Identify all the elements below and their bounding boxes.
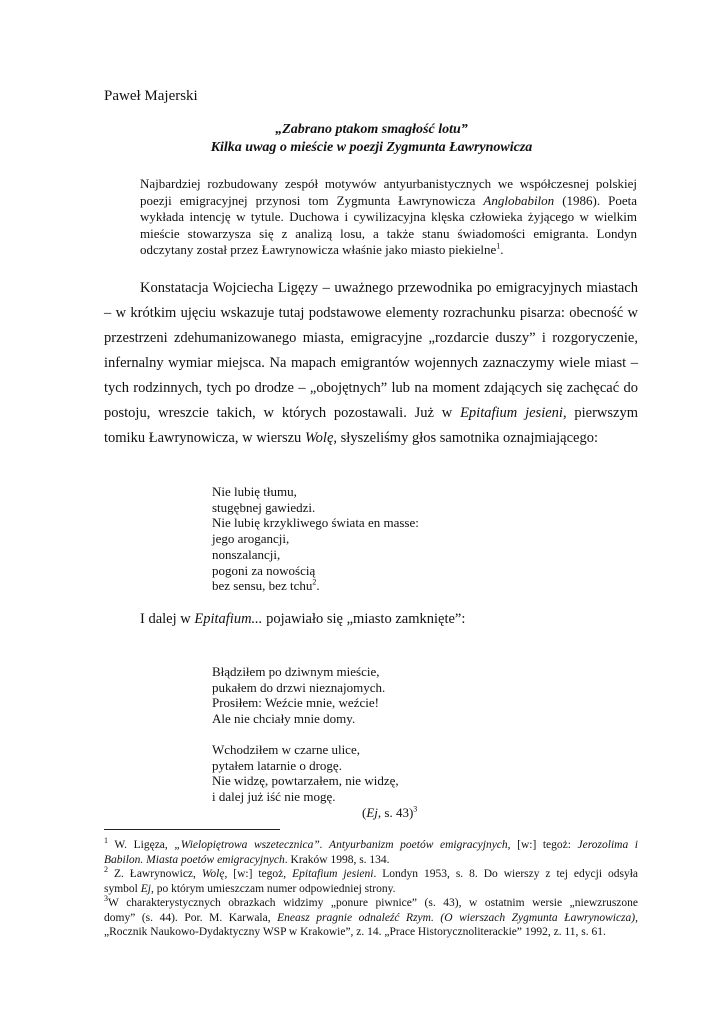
abstract <box>140 176 637 259</box>
poem-line: bez sensu, bez tchu$^2$. <box>212 577 320 594</box>
footnotes <box>104 838 638 940</box>
poem-quote-2 <box>212 664 417 820</box>
paragraph-line: I dalej w Epitafium... pojawiało się „miasto zamknięte”: <box>140 611 466 627</box>
abstract-line: wykłada intencję w tytule. Duchowa i cywilizacyjna klęska człowieka żyjącego w wielkim <box>140 209 637 224</box>
footnote-line: „Rocznik Naukowo-Dydaktyczny WSP w Krakowie”, z. 14. „Prace Historycznoliterackie” 1992, z. 11, s. 61. <box>104 926 606 938</box>
footnote-ref[interactable]: 3 <box>413 804 418 814</box>
abstract-line: mieście stowarzysza się z analizą losu, a także stanu świadomości emigranta. Londyn <box>140 225 637 241</box>
poem-line: pogoni za nowością <box>212 562 316 578</box>
footnote-1 <box>104 838 638 867</box>
poem-line: Nie lubię tłumu, <box>212 484 297 499</box>
paragraph-line: – w krótkim ujęciu wskazuje tutaj podstawowe elementy rozrachunku pisarza: obecność w <box>104 305 638 321</box>
poem-line: Błądziłem po dziwnym mieście, <box>212 664 380 679</box>
stanza-gap <box>212 727 417 742</box>
footnote-ref[interactable]: 1 <box>496 241 501 251</box>
title-line-1: „Zabrano ptakom smagłość lotu” <box>275 122 468 137</box>
poem-line: nonszalancji, <box>212 546 281 562</box>
poem-line: pytałem latarnie o drogę. <box>212 757 342 773</box>
poem-line: Nie widzę, powtarzałem, nie widzę, <box>212 773 399 789</box>
poem-citation: (Ej, s. 43)$^3$ <box>362 804 418 820</box>
paragraph-line: Konstatacja Wojciecha Ligęzy – uważnego przewodnika po emigracyjnych miastach <box>140 280 638 296</box>
abstract-line: poezji emigracyjnej przynosi tom Zygmunta Ławrynowicza Anglobabilon (1986). Poeta <box>140 192 637 208</box>
poem-line: Ale nie chciały mnie domy. <box>212 711 356 727</box>
paragraph-line: tomiku Ławrynowicza, w wierszu Wolę, słyszeliśmy głos samotnika oznajmiającego: <box>104 430 598 446</box>
footnote-line: $^3$W charakterystycznych obrazkach widzimy „ponure piwnice” (s. 43), w ostatnim wersie „niewzruszone <box>104 894 638 909</box>
poem-line: pukałem do drzwi nieznajomych. <box>212 679 386 695</box>
poem-line: Prosiłem: Weźcie mnie, weźcie! <box>212 695 379 711</box>
footnote-ref[interactable]: 2 <box>312 577 317 587</box>
footnote-separator <box>104 829 280 830</box>
author-name: Paweł Majerski <box>104 88 198 104</box>
footnote-line: Babilon. Miasta poetów emigracyjnych. Kraków 1998, s. 134. <box>104 853 390 866</box>
footnote-line: $^1$ W. Ligęza, „Wielopiętrowa wszetecznica”. Antyurbanizm poetów emigracyjnych, [w:] tegoż: Jerozolima i <box>104 836 639 851</box>
paragraph-line: przestrzeni zdehumanizowanego miasta, emigracyjne „rozdarcie duszy” i rozgoryczenie, <box>104 330 638 346</box>
footnote-3 <box>104 896 638 940</box>
paragraph-line: infernalny wymiar miejsca. Na mapach emigrantów wojennych zaznaczymy wiele miast – <box>104 355 638 371</box>
abstract-line: odczytany został przez Ławrynowicza właśnie jako miasto piekielne$^1$. <box>140 241 504 257</box>
footnote-line: symbol Ej, po którym umieszczam numer odpowiedniej strony. <box>104 882 396 895</box>
body-paragraph-2 <box>140 607 640 632</box>
poem-line: Wchodziłem w czarne ulice, <box>212 741 360 757</box>
title-line-2: Kilka uwag o mieście w poezji Zygmunta Ławrynowicza <box>210 140 533 155</box>
poem-line: Nie lubię krzykliwego świata en masse: <box>212 515 419 531</box>
abstract-line: Najbardziej rozbudowany zespół motywów antyurbanistycznych we współczesnej polskiej <box>140 176 637 191</box>
body-paragraph-1 <box>104 276 638 451</box>
poem-quote-1 <box>212 484 419 594</box>
footnote-2 <box>104 867 638 896</box>
paragraph-line: postoju, wreszcie takich, w których pozostawali. Już w Epitafium jesieni, pierwszym <box>104 405 638 421</box>
poem-line: stugębnej gawiedzi. <box>212 499 316 515</box>
footnote-line: $^2$ Z. Ławrynowicz, Wolę, [w:] tegoż, Epitafium jesieni. Londyn 1953, s. 8. Do wierszy z tej edycji odsyła <box>104 865 638 880</box>
poem-line: i dalej już iść nie mogę. <box>212 788 336 804</box>
footnote-line: domy” (s. 44). Por. M. Karwala, Eneasz pragnie odnaleźć Rzym. (O wierszach Zygmunta Ławrynowicza), <box>104 911 638 924</box>
paragraph-line: tych rodzinnych, tych po drodze – „obojętnych” lub na moment zdających się zachęcać do <box>104 380 638 396</box>
poem-line: jego arogancji, <box>212 531 290 547</box>
